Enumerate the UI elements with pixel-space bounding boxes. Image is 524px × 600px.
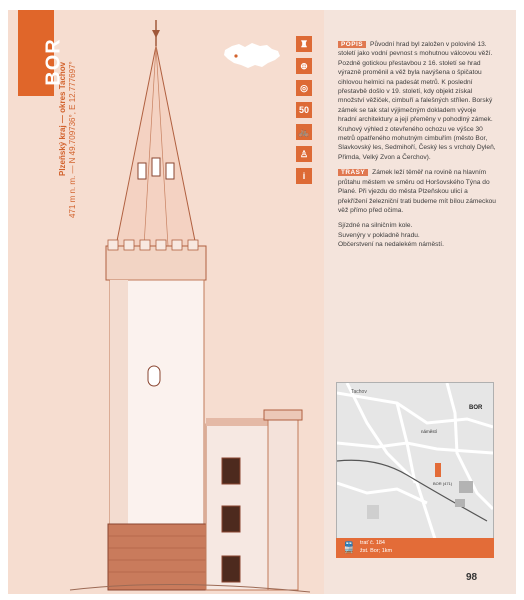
description-column [338, 40, 496, 250]
circle-icon: ◎ [296, 80, 312, 96]
map-graphic [337, 383, 493, 539]
map-marker-label: BOR (471) [433, 481, 453, 486]
note-2: Suvenýry v pokladně hradu. [338, 231, 420, 239]
map-footer-line2: žst. Bor; 1km [360, 547, 393, 554]
person-icon: ♙ [296, 146, 312, 162]
map-label-square: náměstí [421, 429, 438, 434]
page-number: 98 [466, 572, 478, 583]
map-footer-line1: trať č. 184 [360, 540, 385, 546]
castle-title: BOR [42, 38, 65, 86]
castle-marker-icon [435, 463, 441, 477]
castle-title-tab [18, 10, 65, 96]
castle-region: Plzeňský kraj — okres Tachov [58, 61, 67, 176]
target-icon: ⊕ [296, 58, 312, 74]
map-label-bor: BOR [469, 405, 483, 411]
cyclist-icon: 🚲 [296, 124, 312, 140]
location-map [336, 382, 494, 540]
note-1: Sjízdné na silničním kole. [338, 222, 413, 230]
map-footer [336, 538, 494, 558]
popis-label: POPIS [338, 41, 366, 48]
train-icon: 🚆 [342, 542, 356, 554]
map-label-tachov: Tachov [351, 389, 367, 395]
castle-location: 471 m n. m. — N 49.709736°, E 12.777697° [68, 61, 77, 218]
speed-limit-icon: 50 [296, 102, 312, 118]
note-3: Občerstvení na nedalekém náměstí. [338, 241, 444, 249]
trasy-text: Zámek leží těměř na rovině na hlavním průtahu městem ve směru od Horšovského Týna do Plané. Při vjezdu do města Plzeňskou ulicí a překřížení železniční trati budeme mít bílou zámeckou věž přímo před očima. [338, 169, 496, 214]
info-icon: i [296, 168, 312, 184]
castle-drawing [50, 18, 320, 594]
trasy-label: TRASY [338, 169, 368, 176]
popis-text: Původní hrad byl založen v polovině 13. století jako vodní pevnost s mohutnou válcovou věží. Pozdně gotickou přestavbou z 16. století se hrad výrazně proměnil a věž byla navýšena o špičatou cihlovou helmici na padesát metrů. K poslední přestavbě došlo v 19. století, kdy objekt získal množství věžiček, cimbuří a falešných střílen. Borský zámek se tak stal výjimečným dokladem vývoje hradní architektury a její přeměny v pohodlný zámek. Kruhový výhled z otevřeného ochozu ve výšce 30 metrů opatřeného mohutným cimbuřím (město Bor, Slavkovský les, Sedmihoří, Český les s vrcholy Dyleň, Přimda, Velký Zvon a Čerchov). [338, 41, 496, 161]
tower-icon: ♜ [296, 36, 312, 52]
